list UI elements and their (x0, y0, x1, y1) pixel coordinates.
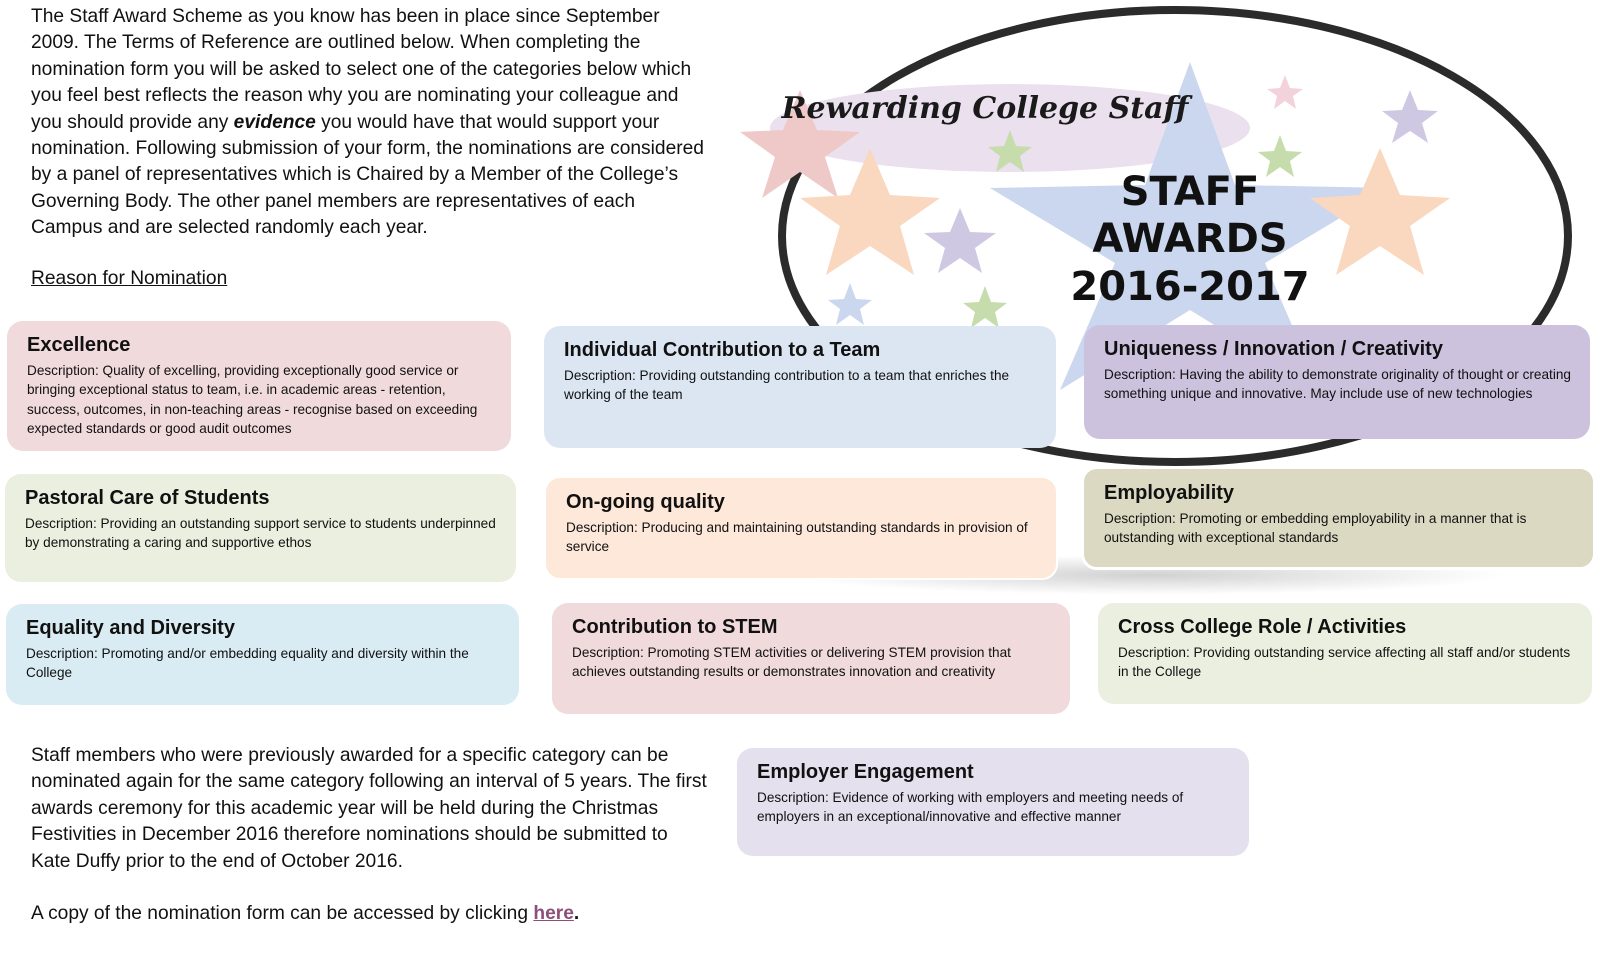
category-title: Contribution to STEM (572, 616, 778, 638)
nomination-form-text: A copy of the nomination form can be accessed by clicking (31, 903, 534, 924)
category-description: Description: Promoting STEM activities or delivering STEM provision that achieves outstanding results or demonstrates innovation and creativity (572, 645, 1011, 680)
logo-line-awards: AWARDS (1092, 216, 1288, 262)
evidence-emphasis: evidence (233, 111, 316, 133)
category-card-ongoing-quality (544, 476, 1058, 580)
category-description: Description: Producing and maintaining outstanding standards in provision of service (566, 520, 1028, 555)
category-card-pastoral-care (5, 474, 516, 582)
category-description: Description: Evidence of working with employers and meeting needs of employers in an exceptional/innovative and effective manner (757, 790, 1184, 825)
nomination-form-period: . (573, 903, 580, 924)
category-card-individual-contribution (544, 326, 1056, 448)
logo-line-year: 2016-2017 (1070, 264, 1310, 310)
category-title: Uniqueness / Innovation / Creativity (1104, 338, 1443, 360)
outro-paragraph: Staff members who were previously awarded for a specific category can be nominated again for the same category following an interval of 5 years. The first awards ceremony for this academic year will be held during the Christmas Festivities in December 2016 therefore nominations should be submitted to Kate Duffy prior to the end of October 2016. (31, 745, 707, 872)
category-description: Description: Providing outstanding contribution to a team that enriches the working of the team (564, 368, 1010, 403)
category-title: Pastoral Care of Students (25, 487, 270, 509)
category-card-employability (1081, 466, 1596, 570)
nomination-form-link[interactable]: here (533, 903, 574, 924)
category-card-stem (552, 603, 1070, 714)
category-title: Equality and Diversity (26, 617, 235, 639)
category-description: Description: Providing outstanding service affecting all staff and/or students in the College (1118, 645, 1571, 680)
intro-paragraph (31, 4, 711, 242)
category-card-employer-engagement (737, 748, 1249, 856)
category-description: Description: Having the ability to demonstrate originality of thought or creating something unique and innovative. May include use of new technologies (1104, 367, 1571, 402)
logo-tagline: Rewarding College Staff (781, 91, 1189, 126)
category-description: Description: Providing an outstanding support service to students underpinned by demonstrating a caring and supportive ethos (25, 516, 496, 551)
logo-line-staff: STAFF (1120, 169, 1260, 215)
nomination-form-line (31, 901, 579, 927)
category-card-excellence (7, 321, 511, 451)
category-title: Employer Engagement (757, 761, 974, 783)
category-title: Employability (1104, 482, 1235, 504)
intro-text-part1: The Staff Award Scheme as you know has been in place since September 2009. The Terms of Reference are outlined below. When completing the nomination form you will be asked to select one of the categories below which you feel best reflects the reason why you are nominating your colleague and you should provide any (31, 6, 692, 133)
category-title: On-going quality (566, 491, 725, 513)
category-title: Individual Contribution to a Team (564, 339, 881, 361)
category-description: Description: Promoting and/or embedding equality and diversity within the College (26, 646, 469, 681)
category-card-cross-college (1098, 603, 1592, 704)
category-description: Description: Quality of excelling, providing exceptionally good service or bringing exceptional status to team, i.e. in academic areas - retention, success, outcomes, in non-teaching areas - recognise based on exceeding expected standards or good audit outcomes (27, 363, 478, 437)
category-card-equality-diversity (6, 604, 519, 705)
intro-text-part2: you would have that would support your nomination. Following submission of your form, the nominations are considered by a panel of representatives which is Chaired by a Member of the College’s Governing Body. The other panel members are representatives of each Campus and are selected randomly each year. (31, 111, 704, 239)
category-title: Excellence (27, 334, 131, 356)
category-description: Description: Promoting or embedding employability in a manner that is outstanding with exceptional standards (1104, 511, 1527, 546)
category-card-uniqueness (1084, 325, 1590, 439)
reason-for-nomination-heading: Reason for Nomination (31, 268, 228, 289)
category-title: Cross College Role / Activities (1118, 616, 1407, 638)
